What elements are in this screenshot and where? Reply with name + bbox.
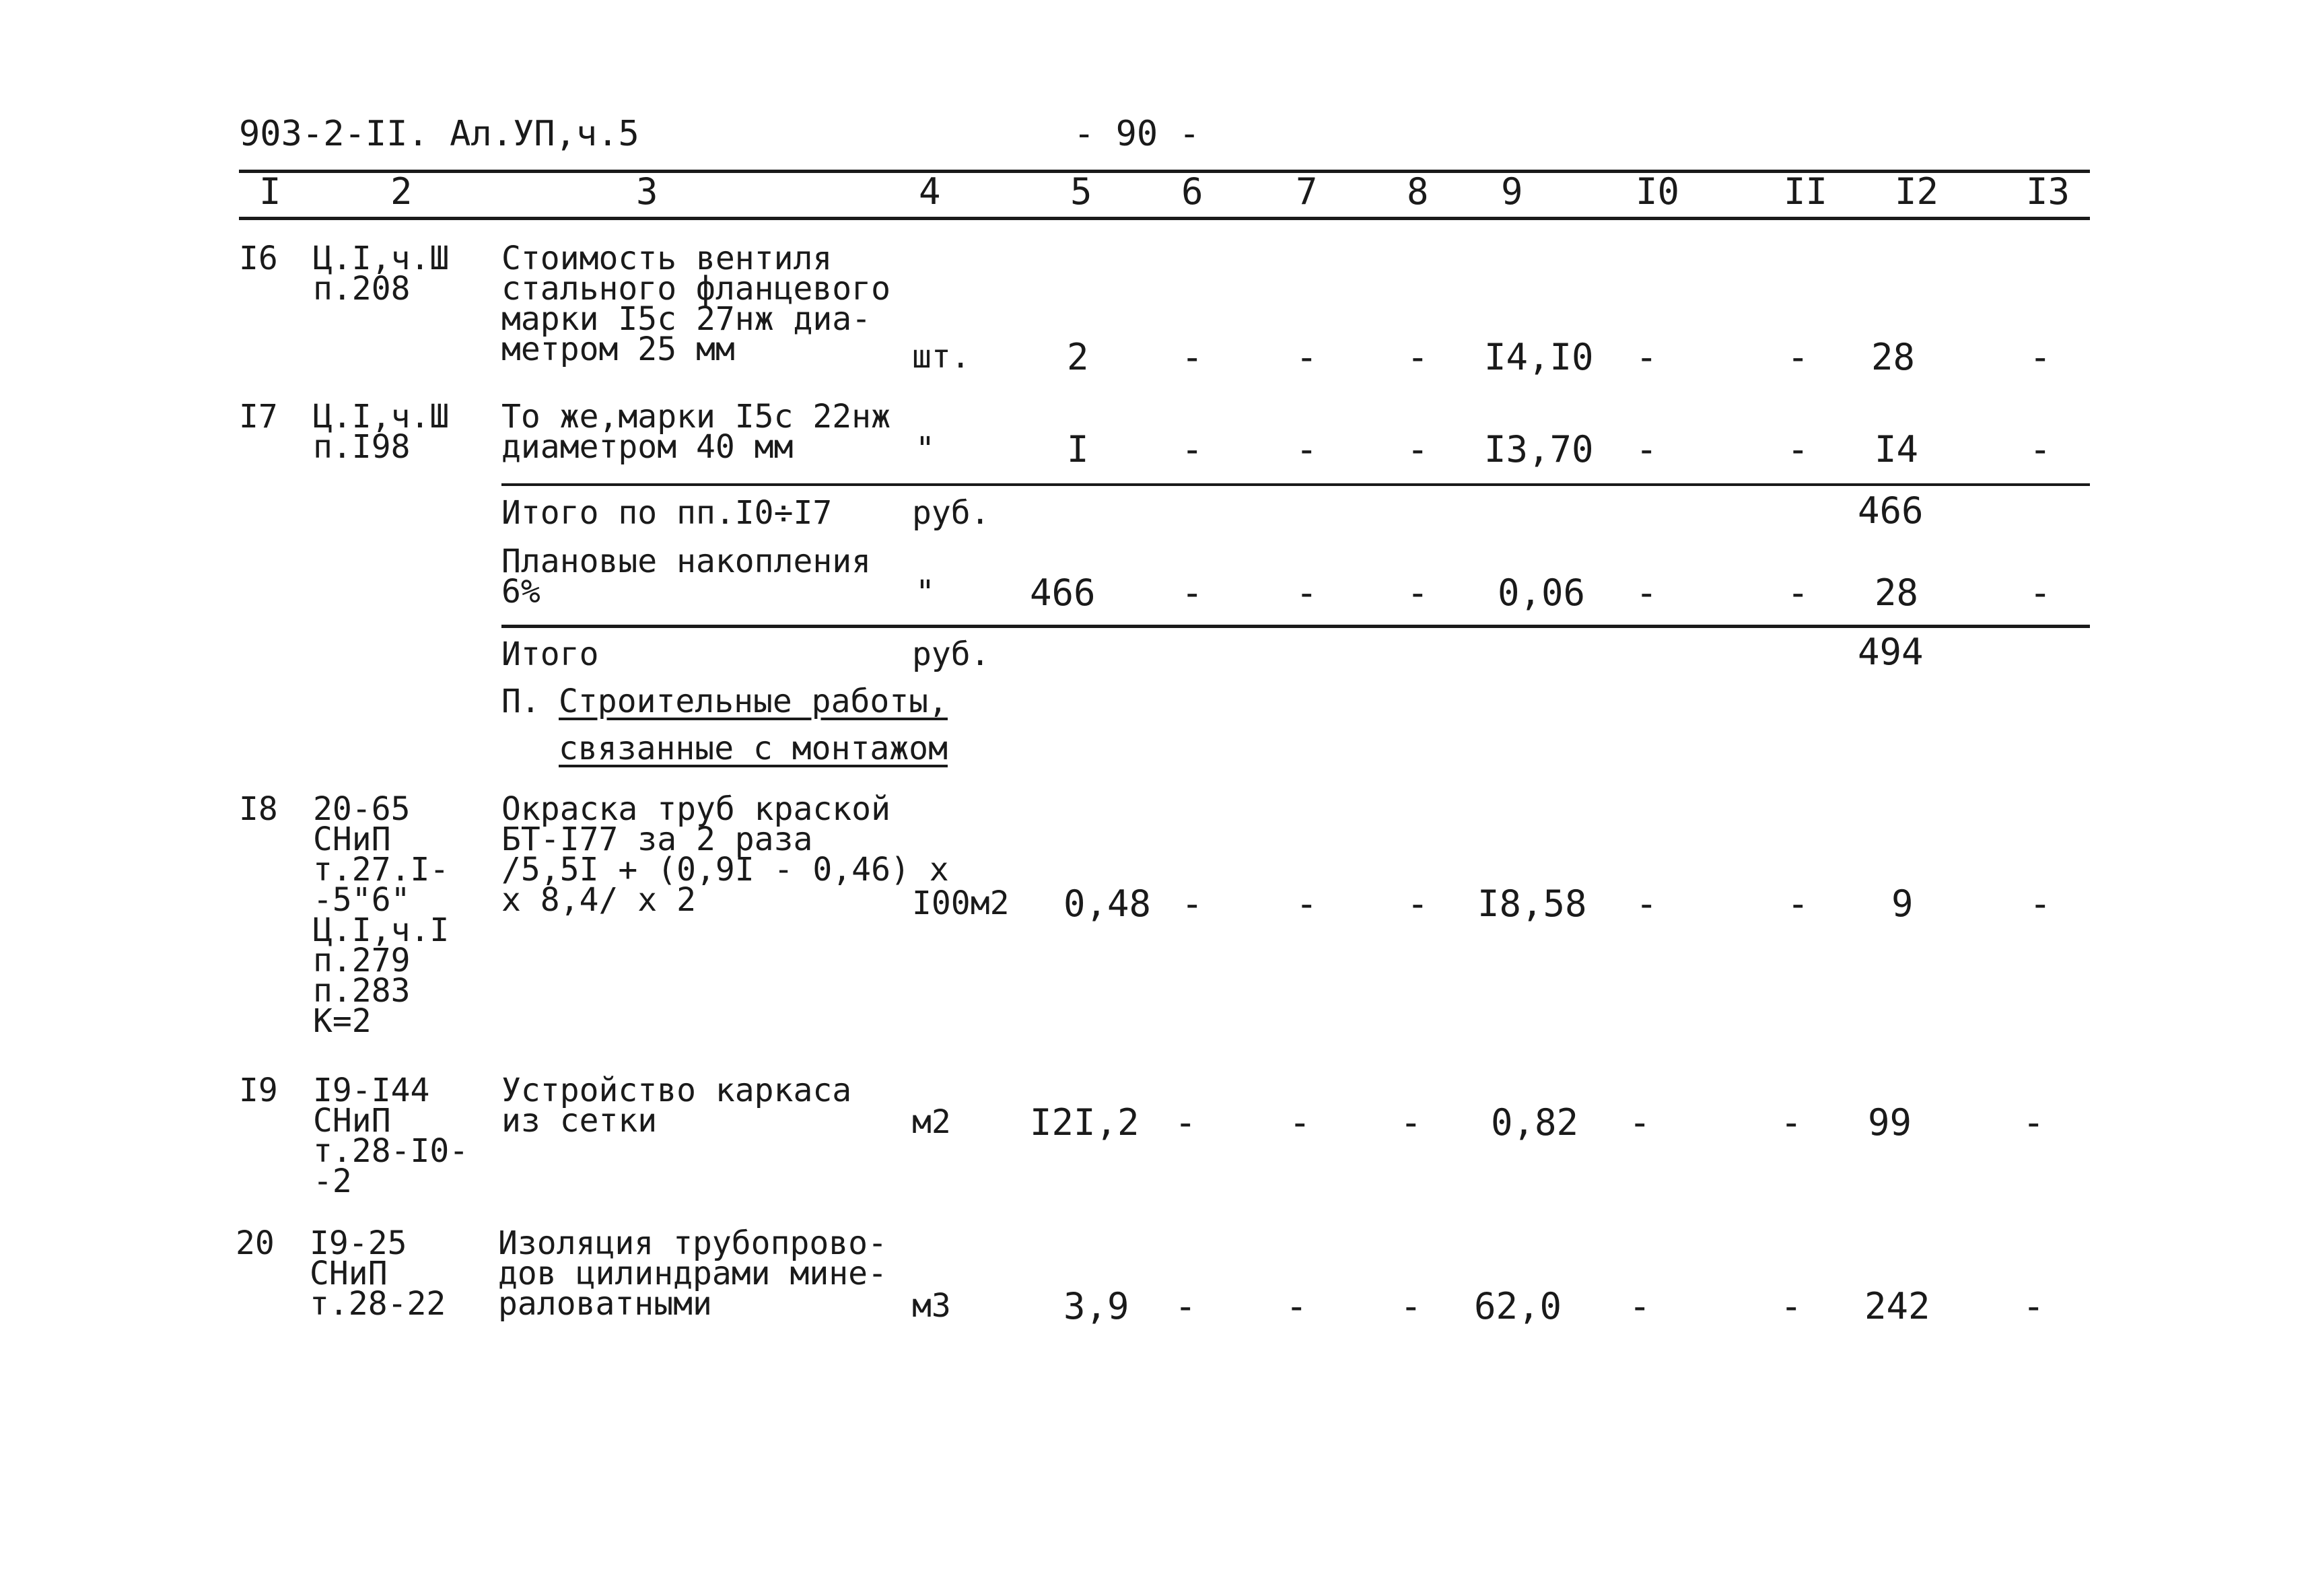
subtotal-rule <box>501 483 2090 486</box>
row-col13: - <box>2029 882 2052 925</box>
row-quantity: I2I,2 <box>1030 1101 1140 1144</box>
row-col10: - <box>1636 571 1658 614</box>
total-rule <box>501 625 2090 628</box>
row-col6: - <box>1181 882 1203 925</box>
row-total: 28 <box>1875 571 1919 614</box>
row-price: 62,0 <box>1474 1285 1562 1327</box>
row-total: I4 <box>1875 428 1919 471</box>
subtotal-value: 466 <box>1858 489 1924 532</box>
row-unit: " <box>915 430 935 468</box>
row-unit: м3 <box>912 1287 951 1325</box>
row-quantity: I <box>1067 428 1089 471</box>
row-col8: - <box>1407 571 1429 614</box>
row-col11: - <box>1780 1101 1803 1144</box>
column-number: 7 <box>1296 170 1318 213</box>
column-number: I0 <box>1636 170 1680 213</box>
column-number: I2 <box>1895 170 1939 213</box>
row-col6: - <box>1181 428 1203 471</box>
row-col11: - <box>1787 336 1809 378</box>
row-col7: - <box>1296 882 1318 925</box>
row-col7: - <box>1296 336 1318 378</box>
row-number: I9 <box>239 1072 278 1109</box>
row-col13: - <box>2029 571 2052 614</box>
row-col7: - <box>1296 571 1318 614</box>
row-quantity: 0,48 <box>1063 882 1152 925</box>
row-col8: - <box>1400 1101 1422 1144</box>
column-number: I3 <box>2026 170 2070 213</box>
section-prefix: П. <box>501 683 540 720</box>
row-col8: - <box>1407 428 1429 471</box>
row-col6: - <box>1181 571 1203 614</box>
row-total: 99 <box>1868 1101 1912 1144</box>
row-unit: м2 <box>912 1103 951 1141</box>
row-col10: - <box>1636 428 1658 471</box>
row-name: Устройство каркаса из сетки <box>501 1072 852 1140</box>
row-total: 28 <box>1871 336 1916 378</box>
column-number: 5 <box>1070 170 1092 213</box>
row-col10: - <box>1629 1285 1651 1327</box>
row-col8: - <box>1407 882 1429 925</box>
page-number: - 90 - <box>1074 114 1200 154</box>
row-col13: - <box>2029 336 2052 378</box>
row-col13: - <box>2023 1285 2045 1327</box>
row-quantity: 466 <box>1030 571 1096 614</box>
row-number: I8 <box>239 790 278 828</box>
row-number: I6 <box>239 240 278 277</box>
row-col10: - <box>1636 336 1658 378</box>
row-col6: - <box>1175 1285 1197 1327</box>
column-number: 6 <box>1181 170 1203 213</box>
row-unit: I00м2 <box>912 884 1010 922</box>
total-label: Итого <box>501 635 599 673</box>
row-quantity: 3,9 <box>1063 1285 1129 1327</box>
row-basis: I9-I44 СНиП т.28-I0- -2 <box>313 1072 469 1200</box>
row-price: I3,70 <box>1484 428 1594 471</box>
table-header-rule <box>239 217 2090 220</box>
row-col13: - <box>2029 428 2052 471</box>
subtotal-label: Итого по пп.I0÷I7 <box>501 494 833 532</box>
row-col7: - <box>1296 428 1318 471</box>
row-basis: 20-65 СНиП т.27.I- -5"6" Ц.I,ч.I п.279 п.283 К=2 <box>313 790 450 1040</box>
row-col6: - <box>1181 336 1203 378</box>
row-col8: - <box>1407 336 1429 378</box>
section-title: Строительные работы, <box>559 683 948 720</box>
column-number: 2 <box>390 170 413 213</box>
document-reference: 903-2-II. Ал.УП,ч.5 <box>239 114 639 154</box>
row-price: I8,58 <box>1477 882 1587 925</box>
row-col11: - <box>1787 428 1809 471</box>
row-col7: - <box>1286 1285 1308 1327</box>
row-col10: - <box>1629 1101 1651 1144</box>
row-unit: " <box>915 574 935 611</box>
row-col13: - <box>2023 1101 2045 1144</box>
row-col6: - <box>1175 1101 1197 1144</box>
row-col11: - <box>1787 882 1809 925</box>
total-value: 494 <box>1858 631 1924 673</box>
row-name: Изоляция трубопрово- дов цилиндрами мине- раловатными <box>498 1224 887 1323</box>
row-col11: - <box>1780 1285 1803 1327</box>
row-total: 242 <box>1864 1285 1930 1327</box>
row-quantity: 2 <box>1067 336 1089 378</box>
row-price: I4,I0 <box>1484 336 1594 378</box>
column-number: I <box>259 170 281 213</box>
row-name: То же,марки I5с 22нж диаметром 40 мм <box>501 398 890 466</box>
row-name: Стоимость вентиля стального фланцевого марки I5с 27нж диа- метром 25 мм <box>501 240 890 368</box>
row-col10: - <box>1636 882 1658 925</box>
column-number: 9 <box>1501 170 1523 213</box>
column-number: 8 <box>1407 170 1429 213</box>
row-price: 0,82 <box>1491 1101 1579 1144</box>
row-name: Плановые накопления 6% <box>501 543 872 611</box>
column-number: 4 <box>919 170 941 213</box>
row-price: 0,06 <box>1498 571 1586 614</box>
row-basis: I9-25 СНиП т.28-22 <box>310 1224 446 1323</box>
row-total: 9 <box>1891 882 1914 925</box>
row-basis: Ц.I,ч.Ш п.208 <box>313 240 450 308</box>
row-number: I7 <box>239 398 278 436</box>
row-name: Окраска труб краской БТ-I77 за 2 раза /5,5I + (0,9I - 0,46) х х 8,4/ х 2 <box>501 790 949 919</box>
column-number: II <box>1784 170 1828 213</box>
total-unit: руб. <box>912 635 990 673</box>
section-title: связанные с монтажом <box>559 730 948 767</box>
row-unit: шт. <box>912 338 971 376</box>
row-col7: - <box>1289 1101 1311 1144</box>
row-col8: - <box>1400 1285 1422 1327</box>
row-number: 20 <box>236 1224 275 1262</box>
subtotal-unit: руб. <box>912 494 990 532</box>
row-col11: - <box>1787 571 1809 614</box>
column-number: 3 <box>636 170 658 213</box>
row-basis: Ц.I,ч.Ш п.I98 <box>313 398 450 466</box>
